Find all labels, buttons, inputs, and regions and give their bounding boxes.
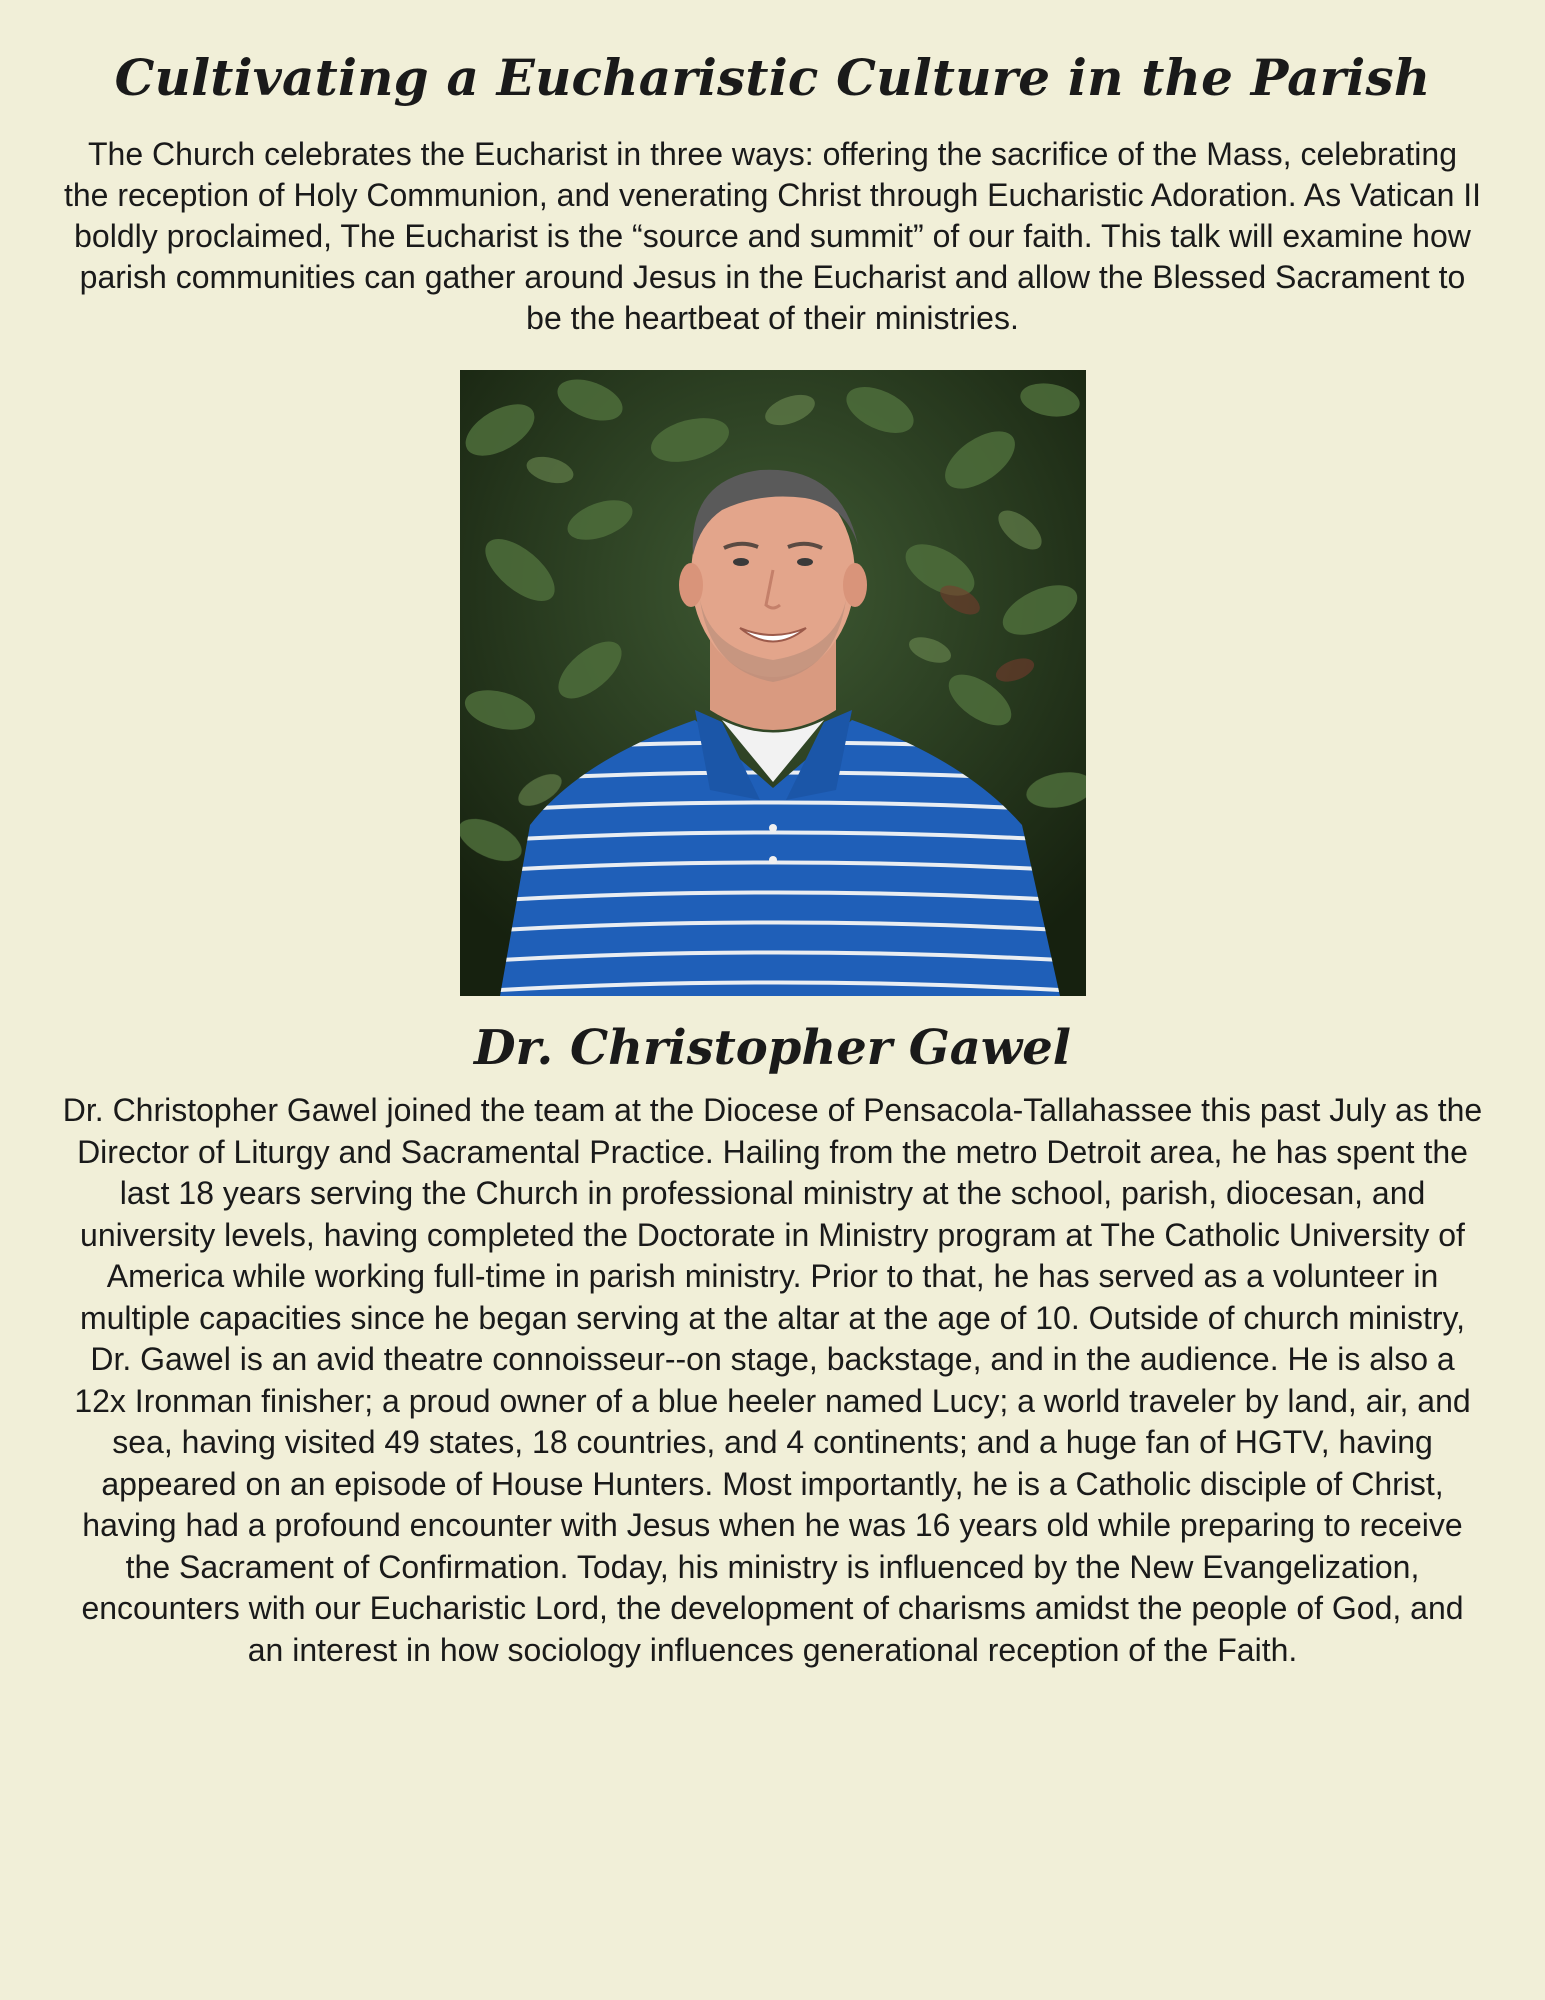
speaker-name: Dr. Christopher Gawel [474, 1020, 1071, 1076]
speaker-photo [460, 370, 1086, 996]
talk-description: The Church celebrates the Eucharist in three ways: offering the sacrifice of the Mass, celebrating the reception of Holy Communion, and venerating Christ through Eucharistic Adoration. As Vatican II boldly proclaimed, The Eucharist is the “source and summit” of our faith. This talk will examine how parish communities can gather around Jesus in the Eucharist and allow the Blessed Sacrament to be the heartbeat of their ministries. [63, 136, 1482, 336]
page-title: Cultivating a Eucharistic Culture in the Parish [114, 48, 1431, 107]
speaker-bio: Dr. Christopher Gawel joined the team at the Diocese of Pensacola-Tallahassee this past July as the Director of Liturgy and Sacramental Practice. Hailing from the metro Detroit area, he has spent the last 18 years serving the Church in professional ministry at the school, parish, diocesan, and university levels, having completed the Doctorate in Ministry program at The Catholic University of America while working full-time in parish ministry. Prior to that, he has served as a volunteer in multiple capacities since he began serving at the altar at the age of 10. Outside of church ministry, Dr. Gawel is an avid theatre connoisseur--on stage, backstage, and in the audience. He is also a 12x Ironman finisher; a proud owner of a blue heeler named Lucy; a world traveler by land, air, and sea, having visited 49 states, 18 countries, and 4 continents; and a huge fan of HGTV, having appeared on an episode of House Hunters. Most importantly, he is a Catholic disciple of Christ, having had a profound encounter with Jesus when he was 16 years old while preparing to receive the Sacrament of Confirmation. Today, his ministry is influenced by the New Evangelization, encounters with our Eucharistic Lord, the development of charisms amidst the people of God, and an interest in how sociology influences generational reception of the Faith. [62, 1092, 1483, 1668]
